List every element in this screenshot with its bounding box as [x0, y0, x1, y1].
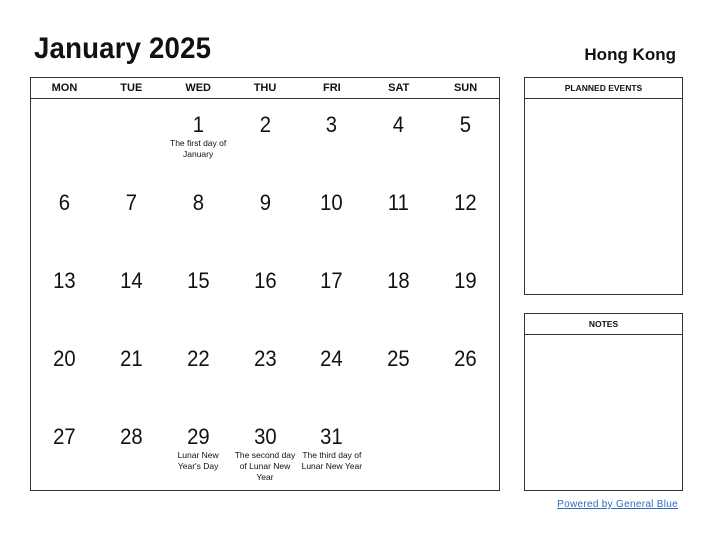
weekday-thu: THU	[253, 82, 277, 94]
day-number: 27	[53, 424, 76, 449]
day-cell[interactable]	[365, 411, 432, 489]
weekday-tue: TUE	[120, 82, 143, 94]
weekday-fri: FRI	[323, 82, 341, 94]
day-cell[interactable]	[31, 255, 98, 333]
day-cell[interactable]	[432, 411, 499, 489]
day-number: 4	[393, 112, 405, 137]
day-number: 31	[320, 424, 344, 449]
weekday-mon: MON	[51, 82, 78, 94]
day-number: 5	[459, 112, 472, 137]
day-number: 21	[120, 346, 143, 371]
powered-by-link[interactable]: Powered by General Blue	[557, 499, 678, 510]
calendar-title: January 2025	[34, 32, 212, 65]
day-number: 10	[320, 190, 344, 215]
day-cell[interactable]	[165, 333, 232, 411]
day-number: 14	[120, 268, 143, 293]
day-cell[interactable]	[98, 255, 165, 333]
day-number: 6	[58, 190, 71, 215]
day-number: 12	[454, 190, 477, 215]
day-number: 26	[454, 346, 477, 371]
days-grid	[31, 99, 499, 489]
day-number: 15	[186, 268, 210, 293]
day-number: 11	[388, 190, 410, 215]
day-number: 30	[253, 424, 277, 449]
day-number: 16	[253, 268, 277, 293]
planned-events-panel[interactable]	[524, 77, 683, 295]
day-cell[interactable]	[31, 99, 98, 177]
day-number: 17	[320, 268, 344, 293]
day-number: 8	[192, 190, 204, 215]
day-cell[interactable]	[165, 177, 232, 255]
day-cell[interactable]	[31, 333, 98, 411]
weekday-sun: SUN	[453, 82, 478, 94]
day-cell[interactable]	[298, 177, 365, 255]
day-number: 19	[454, 268, 477, 293]
day-cell[interactable]	[298, 255, 365, 333]
day-number: 24	[320, 346, 344, 371]
region-label: Hong Kong	[584, 45, 676, 64]
day-cell[interactable]	[165, 99, 232, 177]
day-cell[interactable]	[298, 333, 365, 411]
weekday-sat: SAT	[388, 82, 410, 94]
calendar-grid	[30, 77, 500, 491]
day-cell[interactable]	[365, 177, 432, 255]
weekday-wed: WED	[185, 82, 211, 94]
day-cell[interactable]	[232, 177, 299, 255]
day-cell[interactable]	[432, 177, 499, 255]
day-cell[interactable]	[165, 411, 232, 489]
day-cell[interactable]	[365, 255, 432, 333]
day-cell[interactable]	[232, 411, 299, 489]
day-number: 22	[186, 346, 210, 371]
day-cell[interactable]	[298, 411, 365, 489]
day-cell[interactable]	[98, 99, 165, 177]
day-number: 13	[53, 268, 76, 293]
day-cell[interactable]	[365, 333, 432, 411]
holiday-note: The first day of January	[170, 138, 227, 159]
planned-events-title: PLANNED EVENTS	[525, 78, 682, 99]
day-number: 7	[125, 190, 137, 215]
day-cell[interactable]	[31, 177, 98, 255]
day-cell[interactable]	[432, 255, 499, 333]
day-number: 18	[387, 268, 410, 293]
holiday-note: The third day of Lunar New Year	[301, 450, 363, 471]
day-cell[interactable]	[31, 411, 98, 489]
day-cell[interactable]	[165, 255, 232, 333]
day-cell[interactable]	[232, 333, 299, 411]
day-number: 23	[253, 346, 277, 371]
weekday-header	[31, 78, 499, 99]
day-cell[interactable]	[98, 411, 165, 489]
day-cell[interactable]	[232, 255, 299, 333]
day-cell[interactable]	[298, 99, 365, 177]
day-number: 3	[326, 112, 338, 137]
day-number: 25	[387, 346, 410, 371]
day-cell[interactable]	[98, 333, 165, 411]
day-number: 20	[53, 346, 76, 371]
day-cell[interactable]	[365, 99, 432, 177]
day-number: 9	[259, 190, 271, 215]
day-cell[interactable]	[432, 99, 499, 177]
holiday-note: Lunar New Year's Day	[177, 450, 219, 471]
day-cell[interactable]	[432, 333, 499, 411]
day-cell[interactable]	[232, 99, 299, 177]
day-number: 29	[186, 424, 210, 449]
notes-title: NOTES	[525, 314, 682, 335]
day-number: 1	[192, 112, 204, 137]
day-number: 2	[259, 112, 271, 137]
day-cell[interactable]	[98, 177, 165, 255]
day-number: 28	[120, 424, 143, 449]
holiday-note: The second day of Lunar New Year	[234, 450, 296, 482]
notes-panel[interactable]	[524, 313, 683, 491]
